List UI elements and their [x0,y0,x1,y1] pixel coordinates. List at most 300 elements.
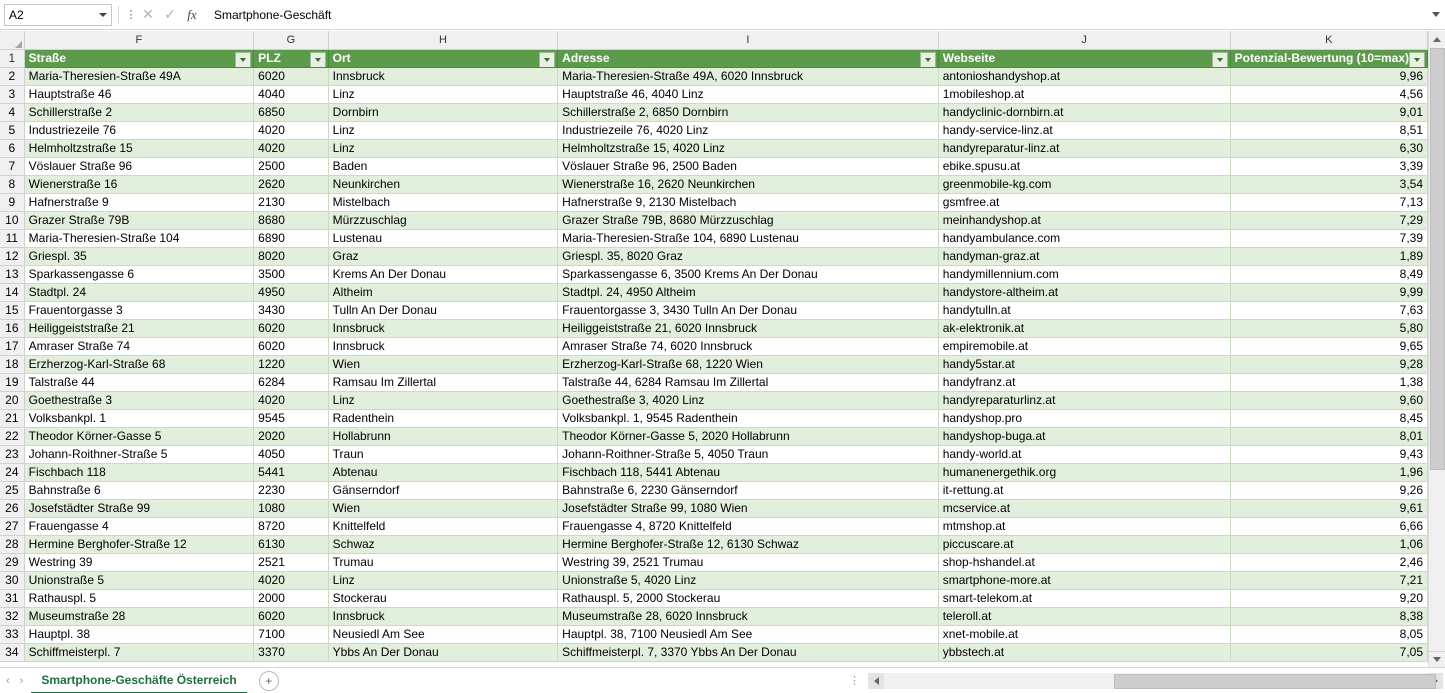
cell-plz[interactable]: 2000 [254,589,328,607]
cell-ort[interactable]: Mistelbach [328,193,558,211]
cell-adresse[interactable]: Unionstraße 5, 4020 Linz [558,571,939,589]
cell-web[interactable]: handyreparatur-linz.at [938,139,1230,157]
cell-web[interactable]: handy5star.at [938,355,1230,373]
table-row[interactable] [0,247,1428,265]
cancel-icon[interactable]: ✕ [142,6,154,22]
previous-sheet-icon[interactable]: ‹ [6,674,10,687]
cell-plz[interactable]: 4020 [254,139,328,157]
cell-score[interactable]: 6,30 [1230,139,1427,157]
cell-adresse[interactable]: Vöslauer Straße 96, 2500 Baden [558,157,939,175]
cell-score[interactable]: 8,49 [1230,265,1427,283]
cell-web[interactable]: ybbstech.at [938,643,1230,661]
cell-score[interactable]: 9,20 [1230,589,1427,607]
cell-strasse[interactable]: Goethestraße 3 [24,391,254,409]
cell-adresse[interactable]: Frauentorgasse 3, 3430 Tulln An Der Donau [558,301,939,319]
table-row[interactable] [0,265,1428,283]
cell-strasse[interactable]: Hauptstraße 46 [24,85,254,103]
filter-dropdown-icon[interactable] [1212,52,1228,68]
cell-ort[interactable]: Innsbruck [328,607,558,625]
more-options-icon[interactable]: ⋮ [125,8,137,21]
cell-plz[interactable]: 8020 [254,247,328,265]
row-header[interactable]: 17 [0,337,24,355]
cell-strasse[interactable]: Josefstädter Straße 99 [24,499,254,517]
cell-plz[interactable]: 6130 [254,535,328,553]
cell-adresse[interactable]: Helmholtzstraße 15, 4020 Linz [558,139,939,157]
cell-adresse[interactable]: Hauptstraße 46, 4040 Linz [558,85,939,103]
cell-web[interactable]: handytulln.at [938,301,1230,319]
cell-score[interactable]: 9,60 [1230,391,1427,409]
row-header[interactable]: 28 [0,535,24,553]
name-box[interactable] [4,4,112,26]
cell-strasse[interactable]: Erzherzog-Karl-Straße 68 [24,355,254,373]
row-header[interactable]: 19 [0,373,24,391]
cell-score[interactable]: 8,05 [1230,625,1427,643]
cell-adresse[interactable]: Goethestraße 3, 4020 Linz [558,391,939,409]
cell-strasse[interactable]: Talstraße 44 [24,373,254,391]
row-header[interactable]: 5 [0,121,24,139]
table-row[interactable] [0,427,1428,445]
table-row[interactable] [0,301,1428,319]
cell-plz[interactable]: 2130 [254,193,328,211]
cell-plz[interactable]: 2500 [254,157,328,175]
cell-web[interactable]: 1mobileshop.at [938,85,1230,103]
cell-web[interactable]: gsmfree.at [938,193,1230,211]
cell-web[interactable]: handyfranz.at [938,373,1230,391]
cell-ort[interactable]: Hollabrunn [328,427,558,445]
cell-web[interactable]: handyclinic-dornbirn.at [938,103,1230,121]
cell-adresse[interactable]: Talstraße 44, 6284 Ramsau Im Zillertal [558,373,939,391]
cell-strasse[interactable]: Grazer Straße 79B [24,211,254,229]
row-header[interactable]: 30 [0,571,24,589]
cell-adresse[interactable]: Heiliggeiststraße 21, 6020 Innsbruck [558,319,939,337]
table-row[interactable] [0,355,1428,373]
cell-web[interactable]: handyman-graz.at [938,247,1230,265]
filter-dropdown-icon[interactable] [920,52,936,68]
cell-strasse[interactable]: Hafnerstraße 9 [24,193,254,211]
cell-score[interactable]: 9,65 [1230,337,1427,355]
cell-adresse[interactable]: Hermine Berghofer-Straße 12, 6130 Schwaz [558,535,939,553]
cell-strasse[interactable]: Vöslauer Straße 96 [24,157,254,175]
row-header[interactable]: 14 [0,283,24,301]
cell-strasse[interactable]: Museumstraße 28 [24,607,254,625]
cell-strasse[interactable]: Helmholtzstraße 15 [24,139,254,157]
cell-plz[interactable]: 6020 [254,319,328,337]
filter-dropdown-icon[interactable] [310,52,326,68]
table-row[interactable] [0,517,1428,535]
cell-plz[interactable]: 2020 [254,427,328,445]
filter-dropdown-icon[interactable] [1409,52,1425,68]
cell-strasse[interactable]: Industriezeile 76 [24,121,254,139]
cell-plz[interactable]: 7100 [254,625,328,643]
table-row[interactable] [0,193,1428,211]
row-header[interactable]: 27 [0,517,24,535]
cell-ort[interactable]: Innsbruck [328,67,558,85]
cell-strasse[interactable]: Amraser Straße 74 [24,337,254,355]
cell-web[interactable]: shop-hshandel.at [938,553,1230,571]
cell-web[interactable]: ebike.spusu.at [938,157,1230,175]
cell-plz[interactable]: 3370 [254,643,328,661]
cell-score[interactable]: 7,29 [1230,211,1427,229]
vertical-scroll-thumb[interactable] [1430,48,1445,470]
cell-strasse[interactable]: Unionstraße 5 [24,571,254,589]
cell-adresse[interactable]: Griespl. 35, 8020 Graz [558,247,939,265]
cell-ort[interactable]: Neunkirchen [328,175,558,193]
table-row[interactable] [0,121,1428,139]
cell-adresse[interactable]: Amraser Straße 74, 6020 Innsbruck [558,337,939,355]
cell-score[interactable]: 6,66 [1230,517,1427,535]
table-row[interactable] [0,67,1428,85]
row-header[interactable]: 24 [0,463,24,481]
cell-score[interactable]: 7,39 [1230,229,1427,247]
column-header-I[interactable]: I [558,31,939,49]
cell-plz[interactable]: 3500 [254,265,328,283]
row-header[interactable]: 34 [0,643,24,661]
table-row[interactable] [0,391,1428,409]
table-row[interactable] [0,625,1428,643]
cell-ort[interactable]: Linz [328,121,558,139]
cell-ort[interactable]: Dornbirn [328,103,558,121]
cell-adresse[interactable]: Industriezeile 76, 4020 Linz [558,121,939,139]
row-header[interactable]: 31 [0,589,24,607]
cell-plz[interactable]: 2230 [254,481,328,499]
cell-strasse[interactable]: Frauengasse 4 [24,517,254,535]
cell-web[interactable]: handymillennium.com [938,265,1230,283]
cell-ort[interactable]: Wien [328,499,558,517]
cell-ort[interactable]: Gänserndorf [328,481,558,499]
scroll-down-button[interactable] [1429,651,1445,667]
cell-score[interactable]: 8,01 [1230,427,1427,445]
cell-ort[interactable]: Linz [328,85,558,103]
cell-ort[interactable]: Abtenau [328,463,558,481]
cell-adresse[interactable]: Erzherzog-Karl-Straße 68, 1220 Wien [558,355,939,373]
cell-ort[interactable]: Radenthein [328,409,558,427]
cell-ort[interactable]: Mürzzuschlag [328,211,558,229]
table-row[interactable] [0,499,1428,517]
cell-plz[interactable]: 8720 [254,517,328,535]
cell-web[interactable]: greenmobile-kg.com [938,175,1230,193]
cell-score[interactable]: 8,45 [1230,409,1427,427]
cell-adresse[interactable]: Fischbach 118, 5441 Abtenau [558,463,939,481]
cell-web[interactable]: antonioshandyshop.at [938,67,1230,85]
sheet-grid[interactable] [0,31,1445,667]
cell-web[interactable]: smartphone-more.at [938,571,1230,589]
horizontal-scroll-track[interactable] [884,673,1427,689]
cell-plz[interactable]: 6284 [254,373,328,391]
cell-web[interactable]: handy-world.at [938,445,1230,463]
row-header[interactable]: 1 [0,49,24,67]
cell-adresse[interactable]: Schillerstraße 2, 6850 Dornbirn [558,103,939,121]
scroll-up-button[interactable] [1429,31,1445,47]
cell-score[interactable]: 9,01 [1230,103,1427,121]
cell-ort[interactable]: Innsbruck [328,337,558,355]
cell-plz[interactable]: 4950 [254,283,328,301]
row-header[interactable]: 2 [0,67,24,85]
table-row[interactable] [0,139,1428,157]
cell-plz[interactable]: 4020 [254,571,328,589]
cell-strasse[interactable]: Wienerstraße 16 [24,175,254,193]
cell-ort[interactable]: Stockerau [328,589,558,607]
row-header[interactable]: 12 [0,247,24,265]
vertical-scrollbar[interactable] [1428,31,1445,667]
row-header[interactable]: 21 [0,409,24,427]
cell-plz[interactable]: 2521 [254,553,328,571]
cell-plz[interactable]: 6020 [254,607,328,625]
cell-strasse[interactable]: Griespl. 35 [24,247,254,265]
expand-formula-bar-button[interactable] [1427,4,1445,26]
add-sheet-button[interactable]: + [259,671,279,691]
row-header[interactable]: 3 [0,85,24,103]
cell-plz[interactable]: 4040 [254,85,328,103]
cell-strasse[interactable]: Schiffmeisterpl. 7 [24,643,254,661]
cell-plz[interactable]: 4020 [254,391,328,409]
table-row[interactable] [0,571,1428,589]
table-row[interactable] [0,535,1428,553]
table-row[interactable] [0,445,1428,463]
cell-ort[interactable]: Wien [328,355,558,373]
cell-adresse[interactable]: Maria-Theresien-Straße 104, 6890 Lustenau [558,229,939,247]
horizontal-scrollbar[interactable] [868,673,1443,689]
cell-plz[interactable]: 3430 [254,301,328,319]
cell-web[interactable]: handystore-altheim.at [938,283,1230,301]
table-row[interactable] [0,229,1428,247]
cell-ort[interactable]: Linz [328,571,558,589]
cell-adresse[interactable]: Stadtpl. 24, 4950 Altheim [558,283,939,301]
cell-strasse[interactable]: Maria-Theresien-Straße 104 [24,229,254,247]
row-header[interactable]: 9 [0,193,24,211]
cell-web[interactable]: humanenergethik.org [938,463,1230,481]
cell-adresse[interactable]: Hauptpl. 38, 7100 Neusiedl Am See [558,625,939,643]
cell-strasse[interactable]: Westring 39 [24,553,254,571]
tab-split-handle[interactable]: ⋮ [849,674,860,687]
cell-ort[interactable]: Traun [328,445,558,463]
cell-adresse[interactable]: Volksbankpl. 1, 9545 Radenthein [558,409,939,427]
cell-strasse[interactable]: Schillerstraße 2 [24,103,254,121]
cell-ort[interactable]: Altheim [328,283,558,301]
cell-ort[interactable]: Baden [328,157,558,175]
cell-strasse[interactable]: Heiliggeiststraße 21 [24,319,254,337]
cell-adresse[interactable]: Hafnerstraße 9, 2130 Mistelbach [558,193,939,211]
table-row[interactable] [0,643,1428,661]
select-all-button[interactable] [0,31,24,49]
table-row[interactable] [0,319,1428,337]
filter-dropdown-icon[interactable] [539,52,555,68]
cell-web[interactable]: handyambulance.com [938,229,1230,247]
cell-strasse[interactable]: Rathauspl. 5 [24,589,254,607]
row-header[interactable]: 29 [0,553,24,571]
cell-web[interactable]: mtmshop.at [938,517,1230,535]
cell-score[interactable]: 9,96 [1230,67,1427,85]
table-row[interactable] [0,463,1428,481]
cell-adresse[interactable]: Westring 39, 2521 Trumau [558,553,939,571]
cell-strasse[interactable]: Stadtpl. 24 [24,283,254,301]
row-header[interactable]: 4 [0,103,24,121]
column-header-F[interactable]: F [24,31,254,49]
table-row[interactable] [0,211,1428,229]
cell-adresse[interactable]: Schiffmeisterpl. 7, 3370 Ybbs An Der Donau [558,643,939,661]
cell-adresse[interactable]: Grazer Straße 79B, 8680 Mürzzuschlag [558,211,939,229]
formula-input[interactable]: Smartphone-Geschäft [214,7,332,22]
cell-strasse[interactable]: Johann-Roithner-Straße 5 [24,445,254,463]
cell-plz[interactable]: 6020 [254,67,328,85]
table-row[interactable] [0,175,1428,193]
cell-score[interactable]: 1,06 [1230,535,1427,553]
row-header[interactable]: 6 [0,139,24,157]
cell-ort[interactable]: Ramsau Im Zillertal [328,373,558,391]
cell-score[interactable]: 9,43 [1230,445,1427,463]
filter-dropdown-icon[interactable] [235,52,251,68]
cell-score[interactable]: 9,61 [1230,499,1427,517]
cell-adresse[interactable]: Johann-Roithner-Straße 5, 4050 Traun [558,445,939,463]
cell-plz[interactable]: 6890 [254,229,328,247]
column-header-J[interactable]: J [938,31,1230,49]
cell-ort[interactable]: Krems An Der Donau [328,265,558,283]
cell-adresse[interactable]: Frauengasse 4, 8720 Knittelfeld [558,517,939,535]
cell-score[interactable]: 9,99 [1230,283,1427,301]
cell-adresse[interactable]: Bahnstraße 6, 2230 Gänserndorf [558,481,939,499]
cell-plz[interactable]: 2620 [254,175,328,193]
cell-adresse[interactable]: Wienerstraße 16, 2620 Neunkirchen [558,175,939,193]
cell-score[interactable]: 7,13 [1230,193,1427,211]
cell-web[interactable]: xnet-mobile.at [938,625,1230,643]
row-header[interactable]: 15 [0,301,24,319]
cell-score[interactable]: 8,38 [1230,607,1427,625]
cell-strasse[interactable]: Frauentorgasse 3 [24,301,254,319]
cell-ort[interactable]: Tulln An Der Donau [328,301,558,319]
cell-adresse[interactable]: Museumstraße 28, 6020 Innsbruck [558,607,939,625]
table-row[interactable] [0,103,1428,121]
cell-plz[interactable]: 9545 [254,409,328,427]
cell-plz[interactable]: 6850 [254,103,328,121]
table-row[interactable] [0,553,1428,571]
cell-plz[interactable]: 5441 [254,463,328,481]
cell-ort[interactable]: Knittelfeld [328,517,558,535]
cell-strasse[interactable]: Theodor Körner-Gasse 5 [24,427,254,445]
cell-strasse[interactable]: Volksbankpl. 1 [24,409,254,427]
column-header-G[interactable]: G [254,31,328,49]
row-header[interactable]: 22 [0,427,24,445]
row-header[interactable]: 8 [0,175,24,193]
cell-score[interactable]: 1,96 [1230,463,1427,481]
cell-web[interactable]: empiremobile.at [938,337,1230,355]
cell-ort[interactable]: Neusiedl Am See [328,625,558,643]
table-row[interactable] [0,337,1428,355]
cell-plz[interactable]: 4020 [254,121,328,139]
cell-plz[interactable]: 1220 [254,355,328,373]
cell-strasse[interactable]: Fischbach 118 [24,463,254,481]
cell-score[interactable]: 1,89 [1230,247,1427,265]
cell-strasse[interactable]: Hauptpl. 38 [24,625,254,643]
row-header[interactable]: 32 [0,607,24,625]
cell-plz[interactable]: 8680 [254,211,328,229]
row-header[interactable]: 16 [0,319,24,337]
cell-ort[interactable]: Schwaz [328,535,558,553]
cell-score[interactable]: 4,56 [1230,85,1427,103]
cell-web[interactable]: smart-telekom.at [938,589,1230,607]
cell-web[interactable]: piccuscare.at [938,535,1230,553]
cell-adresse[interactable]: Theodor Körner-Gasse 5, 2020 Hollabrunn [558,427,939,445]
table-row[interactable] [0,481,1428,499]
row-header[interactable]: 33 [0,625,24,643]
cell-score[interactable]: 3,54 [1230,175,1427,193]
next-sheet-icon[interactable]: › [19,674,24,687]
row-header[interactable]: 7 [0,157,24,175]
chevron-down-icon[interactable] [99,13,107,17]
cell-plz[interactable]: 1080 [254,499,328,517]
cell-web[interactable]: meinhandyshop.at [938,211,1230,229]
row-header[interactable]: 18 [0,355,24,373]
cell-adresse[interactable]: Josefstädter Straße 99, 1080 Wien [558,499,939,517]
row-header[interactable]: 25 [0,481,24,499]
row-header[interactable]: 10 [0,211,24,229]
table-row[interactable] [0,589,1428,607]
table-row[interactable] [0,283,1428,301]
row-header[interactable]: 20 [0,391,24,409]
table-row[interactable] [0,373,1428,391]
confirm-icon[interactable]: ✓ [164,6,176,22]
cell-web[interactable]: teleroll.at [938,607,1230,625]
cell-strasse[interactable]: Sparkassengasse 6 [24,265,254,283]
cell-web[interactable]: handy-service-linz.at [938,121,1230,139]
cell-ort[interactable]: Lustenau [328,229,558,247]
cell-ort[interactable]: Innsbruck [328,319,558,337]
table-row[interactable] [0,157,1428,175]
row-header[interactable]: 23 [0,445,24,463]
cell-ort[interactable]: Trumau [328,553,558,571]
cell-web[interactable]: handyshop.pro [938,409,1230,427]
cell-web[interactable]: ak-elektronik.at [938,319,1230,337]
cell-plz[interactable]: 4050 [254,445,328,463]
cell-score[interactable]: 2,46 [1230,553,1427,571]
cell-adresse[interactable]: Sparkassengasse 6, 3500 Krems An Der Donau [558,265,939,283]
cell-ort[interactable]: Linz [328,139,558,157]
insert-function-icon[interactable]: fx [187,6,197,22]
cell-strasse[interactable]: Hermine Berghofer-Straße 12 [24,535,254,553]
cell-score[interactable]: 7,05 [1230,643,1427,661]
cell-score[interactable]: 3,39 [1230,157,1427,175]
cell-ort[interactable]: Ybbs An Der Donau [328,643,558,661]
table-row[interactable] [0,85,1428,103]
horizontal-scroll-thumb[interactable] [1114,674,1436,689]
cell-adresse[interactable]: Maria-Theresien-Straße 49A, 6020 Innsbruck [558,67,939,85]
row-header[interactable]: 13 [0,265,24,283]
cell-web[interactable]: handyshop-buga.at [938,427,1230,445]
cell-score[interactable]: 9,28 [1230,355,1427,373]
sheet-tab-active[interactable]: Smartphone-Geschäfte Österreich [31,668,246,693]
row-header[interactable]: 11 [0,229,24,247]
row-header[interactable]: 26 [0,499,24,517]
cell-plz[interactable]: 6020 [254,337,328,355]
column-header-H[interactable]: H [328,31,558,49]
cell-score[interactable]: 7,63 [1230,301,1427,319]
cell-web[interactable]: handyreparaturlinz.at [938,391,1230,409]
column-header-K[interactable]: K [1230,31,1427,49]
cell-score[interactable]: 5,80 [1230,319,1427,337]
table-row[interactable] [0,607,1428,625]
cell-adresse[interactable]: Rathauspl. 5, 2000 Stockerau [558,589,939,607]
cell-ort[interactable]: Linz [328,391,558,409]
cell-score[interactable]: 8,51 [1230,121,1427,139]
scroll-left-button[interactable] [868,673,884,689]
cell-strasse[interactable]: Maria-Theresien-Straße 49A [24,67,254,85]
cell-strasse[interactable]: Bahnstraße 6 [24,481,254,499]
cell-web[interactable]: it-rettung.at [938,481,1230,499]
cell-web[interactable]: mcservice.at [938,499,1230,517]
table-row[interactable] [0,409,1428,427]
cell-score[interactable]: 9,26 [1230,481,1427,499]
cell-score[interactable]: 7,21 [1230,571,1427,589]
cell-score[interactable]: 1,38 [1230,373,1427,391]
cell-ort[interactable]: Graz [328,247,558,265]
